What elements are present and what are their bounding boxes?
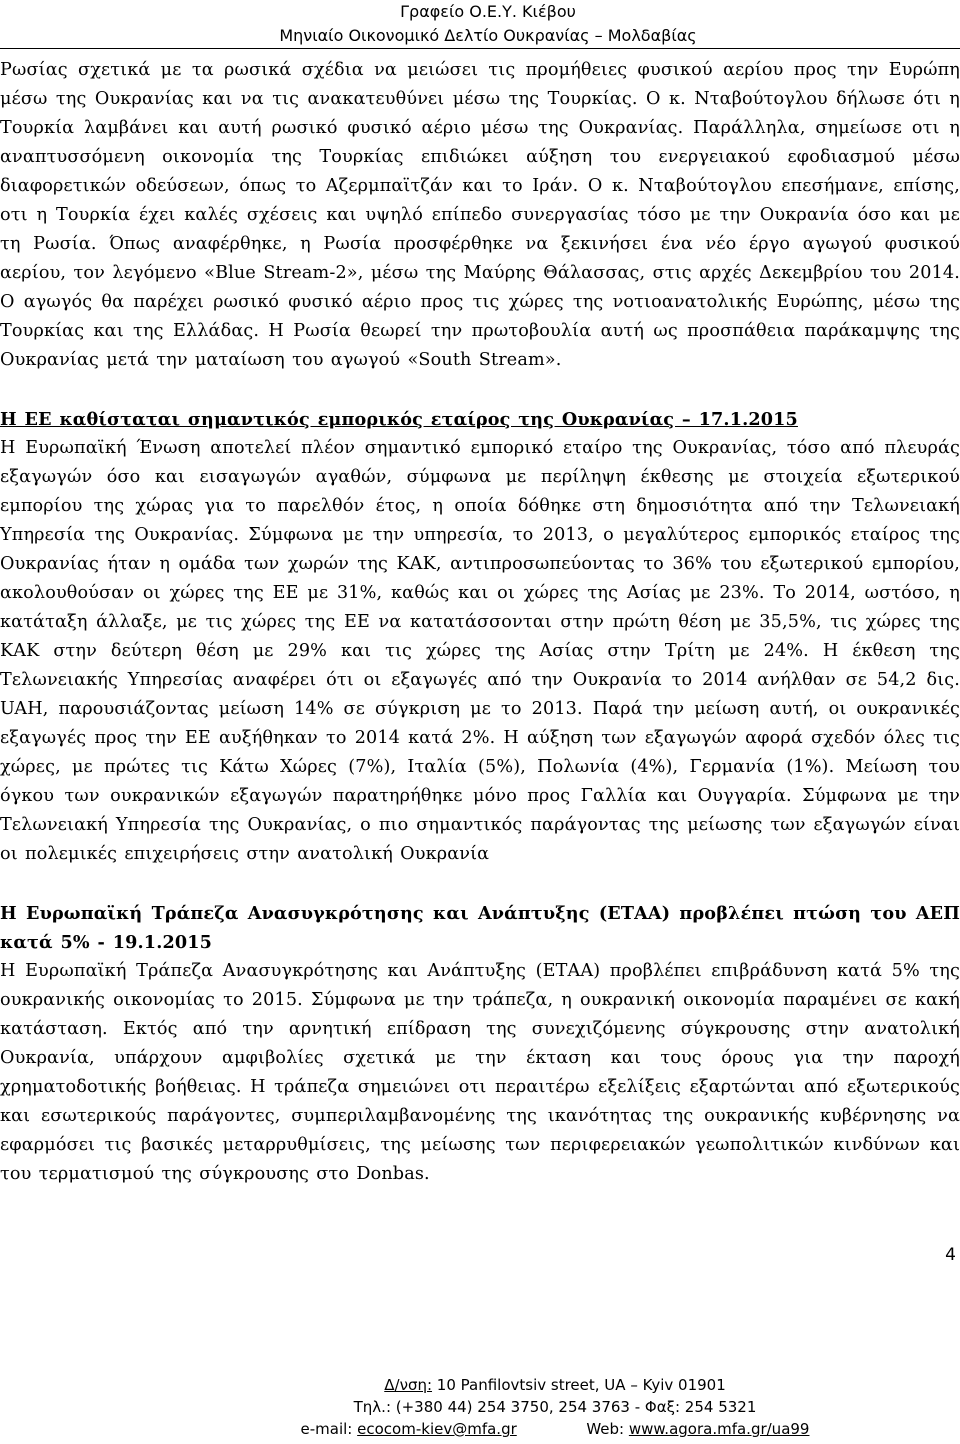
address-text: 10 Panfilovtsiv street, UA – Kyiv 01901 bbox=[436, 1376, 726, 1394]
footer-phone-line: Τηλ.: (+380 44) 254 3750, 254 3763 - Φαξ: 254 5321 bbox=[353, 1398, 757, 1416]
email-label: e-mail: bbox=[300, 1420, 353, 1438]
email-link[interactable]: ecocom-kiev@mfa.gr bbox=[357, 1420, 517, 1438]
office-name: Γραφείο Ο.Ε.Υ. Κιέβου bbox=[400, 2, 576, 21]
header-rule bbox=[0, 48, 960, 49]
intro-paragraph: Ρωσίας σχετικά με τα ρωσικά σχέδια να μειώσει τις προμήθειες φυσικού αερίου προς την Ευρώπη μέσω της Ουκρανίας και να τις ανακατευθύνει μέσω της Τουρκίας. Ο κ. Νταβούτογλου δήλωσε ότι η Τουρκία λαμβάνει και αυτή ρωσικό φυσικό αέριο μέσω της Ουκρανίας. Παράλληλα, σημείωσε οτι η αναπτυσσόμενη οικονομία της Τουρκίας επιδιώκει αύξηση του ενεργειακού εφοδιασμού μέσω διαφορετικών οδεύσεων, όπως το Αζερμπαϊτζάν και το Ιράν. Ο κ. Νταβούτογλου επεσήμανε, επίσης, οτι η Τουρκία έχει καλές σχέσεις και υψηλό επίπεδο συνεργασίας τόσο με την Ουκρανία όσο και με τη Ρωσία. Όπως αναφέρθηκε, η Ρωσία προσφέρθηκε να ξεκινήσει ένα νέο έργο αγωγού φυσικού αερίου, τον λεγόμενο «Blue Stream-2», μέσω της Μαύρης Θάλασσας, στις αρχές Δεκεμβρίου του 2014. Ο αγωγός θα παρέχει ρωσικό φυσικό αέριο προς τις χώρες της νοτιοανατολικής Ευρώπης, μέσω της Τουρκίας και της Ελλάδας. Η Ρωσία θεωρεί την πρωτοβουλία αυτή ως προσπάθεια παράκαμψης της Ουκρανίας μετά την ματαίωση του αγωγού «South Stream». bbox=[0, 60, 960, 370]
footer-contact-line bbox=[225, 1418, 885, 1440]
web-label: Web: bbox=[586, 1420, 625, 1438]
web-link[interactable]: www.agora.mfa.gr/ua99 bbox=[628, 1420, 810, 1438]
address-label: Δ/νση: bbox=[384, 1376, 433, 1394]
section-paragraph-eu-trade: Η Ευρωπαϊκή Ένωση αποτελεί πλέον σημαντικό εμπορικό εταίρο της Ουκρανίας, τόσο από πλευράς εξαγωγών όσο και εισαγωγών αγαθών, σύμφωνα με περίληψη έκθεσης με στοιχεία εξωτερικού εμπορίου της χώρας για το παρελθόν έτος, η οποία δόθηκε στη δημοσιότητα από την Τελωνειακή Υπηρεσία της Ουκρανίας. Σύμφωνα με την υπηρεσία, το 2013, ο μεγαλύτερος εμπορικός εταίρος της Ουκρανίας ήταν η ομάδα των χωρών της ΚΑΚ, αντιπροσωπεύοντας το 36% του εξωτερικού εμπορίου, ακολουθούσαν οι χώρες της ΕΕ με 31%, καθώς και οι χώρες της Ασίας με 23%. Το 2014, ωστόσο, η κατάταξη άλλαξε, με τις χώρες της ΕΕ να κατατάσσονται στην πρώτη θέση με 35,5%, τις χώρες της ΚΑΚ στην δεύτερη θέση με 29% και τις χώρες της Ασίας στην Τρίτη με 24%. Η έκθεση της Τελωνειακής Υπηρεσίας αναφέρει ότι οι εξαγωγές από την Ουκρανία το 2014 ανήλθαν σε 54,2 δις. UAH, παρουσιάζοντας μείωση 14% σε σύγκριση με το 2013. Παρά την μείωση αυτή, οι ουκρανικές εξαγωγές προς την ΕΕ αυξήθηκαν το 2014 κατά 2%. Η αύξηση των εξαγωγών αφορά σχεδόν όλες τις χώρες, με πρώτες τις Κάτω Χώρες (7%), Ιταλία (5%), Πολωνία (4%), Γερμανία (1%). Μείωση του όγκου των ουκρανικών εξαγωγών παρατηρήθηκε μόνο προς Γαλλία και Ουγγαρία. Σύμφωνα με την Τελωνειακή Υπηρεσία της Ουκρανίας, ο πιο σημαντικός παράγοντας της μείωσης των εξαγωγών είναι οι πολεμικές επιχειρήσεις στην ανατολική Ουκρανία bbox=[0, 438, 960, 864]
bulletin-title: Μηνιαίο Οικονομικό Δελτίο Ουκρανίας – Μολδαβίας bbox=[279, 26, 697, 45]
section-paragraph-ebrd-forecast: Η Ευρωπαϊκή Τράπεζα Ανασυγκρότησης και Ανάπτυξης (ΕΤΑΑ) προβλέπει επιβράδυνση κατά 5% της ουκρανικής οικονομίας το 2015. Σύμφωνα με την τράπεζα, η ουκρανική οικονομία παραμένει σε κακή κατάσταση. Εκτός από την αρνητική επίδραση της συνεχιζόμενης σύγκρουσης στην ανατολική Ουκρανία, υπάρχουν αμφιβολίες σχετικά με την έκταση και τους όρους για την παροχή χρηματοδοτικής βοήθειας. Η τράπεζα σημειώνει οτι περαιτέρω εξελίξεις εξαρτώνται από εξωτερικούς και εσωτερικούς παράγοντες, συμπεριλαμβανομένης της ικανότητας της ουκρανικής κυβέρνησης να εφαρμόσει τις βασικές μεταρρυθμίσεις, της μείωσης των περιφερειακών γεωπολιτικών κινδύνων και του τερματισμού της σύγκρουσης στο Donbas. bbox=[0, 961, 960, 1184]
footer-address-line bbox=[225, 1374, 885, 1396]
page-footer bbox=[225, 1374, 885, 1440]
section-title-eu-trade: Η ΕΕ καθίσταται σημαντικός εμπορικός εταίρος της Ουκρανίας – 17.1.2015 bbox=[0, 409, 798, 430]
section-title-ebrd-forecast: Η Ευρωπαϊκή Τράπεζα Ανασυγκρότησης και Ανάπτυξης (ΕΤΑΑ) προβλέπει πτώση του ΑΕΠ κατά 5% - 19.1.2015 bbox=[0, 903, 960, 953]
page-number: 4 bbox=[945, 1245, 956, 1265]
document-body bbox=[0, 56, 960, 1189]
page-header bbox=[278, 0, 698, 48]
